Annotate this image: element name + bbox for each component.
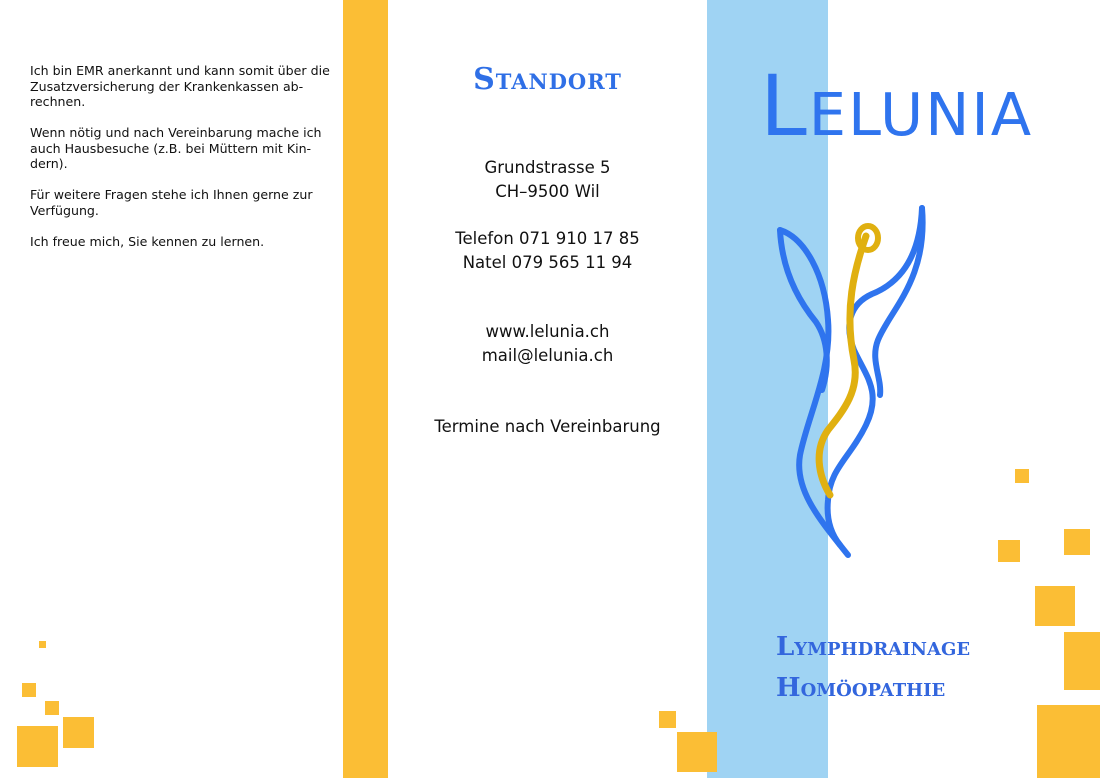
phone-block (388, 227, 707, 275)
standort-heading: Standort (473, 62, 622, 97)
service-lymphdrainage: Lymphdrainage (776, 632, 971, 662)
deco-square (1035, 586, 1075, 626)
service-homoeopathie: Homöopathie (776, 673, 946, 703)
street: Grundstrasse 5 (484, 158, 611, 177)
deco-square (22, 683, 36, 697)
telefon: Telefon 071 910 17 85 (455, 229, 640, 248)
deco-square (63, 717, 94, 748)
deco-square (998, 540, 1020, 562)
brand-title: Lelunia (760, 57, 1034, 155)
deco-square (1015, 469, 1029, 483)
appointments: Termine nach Vereinbarung (434, 417, 661, 436)
deco-square (17, 726, 58, 767)
deco-square (39, 641, 46, 648)
deco-square (677, 732, 717, 772)
left-panel-text (30, 63, 338, 265)
lelunia-logo-icon (770, 200, 940, 560)
address-block (388, 156, 707, 204)
website-link[interactable]: www.lelunia.ch (485, 322, 610, 341)
natel: Natel 079 565 11 94 (462, 253, 633, 272)
emr-paragraph: Ich bin EMR anerkannt und kann somit über die Zusatzversicherung der Krankenkassen ab-rechnen. (30, 63, 330, 109)
deco-square (45, 701, 59, 715)
email-link[interactable]: mail@lelunia.ch (481, 346, 614, 365)
greeting-paragraph: Ich freue mich, Sie kennen zu lernen. (30, 233, 265, 249)
city: CH–9500 Wil (495, 182, 600, 201)
web-block (388, 320, 707, 368)
deco-square (1037, 705, 1100, 778)
questions-paragraph: Für weitere Fragen stehe ich Ihnen gerne zur Verfügung. (30, 187, 313, 218)
house-visit-paragraph: Wenn nötig und nach Vereinbarung mache ich auch Hausbesuche (z.B. bei Müttern mit Kin-dern). (30, 125, 322, 171)
deco-square (659, 711, 676, 728)
deco-square (1064, 529, 1090, 555)
deco-square (1064, 632, 1100, 690)
yellow-stripe (343, 0, 388, 778)
